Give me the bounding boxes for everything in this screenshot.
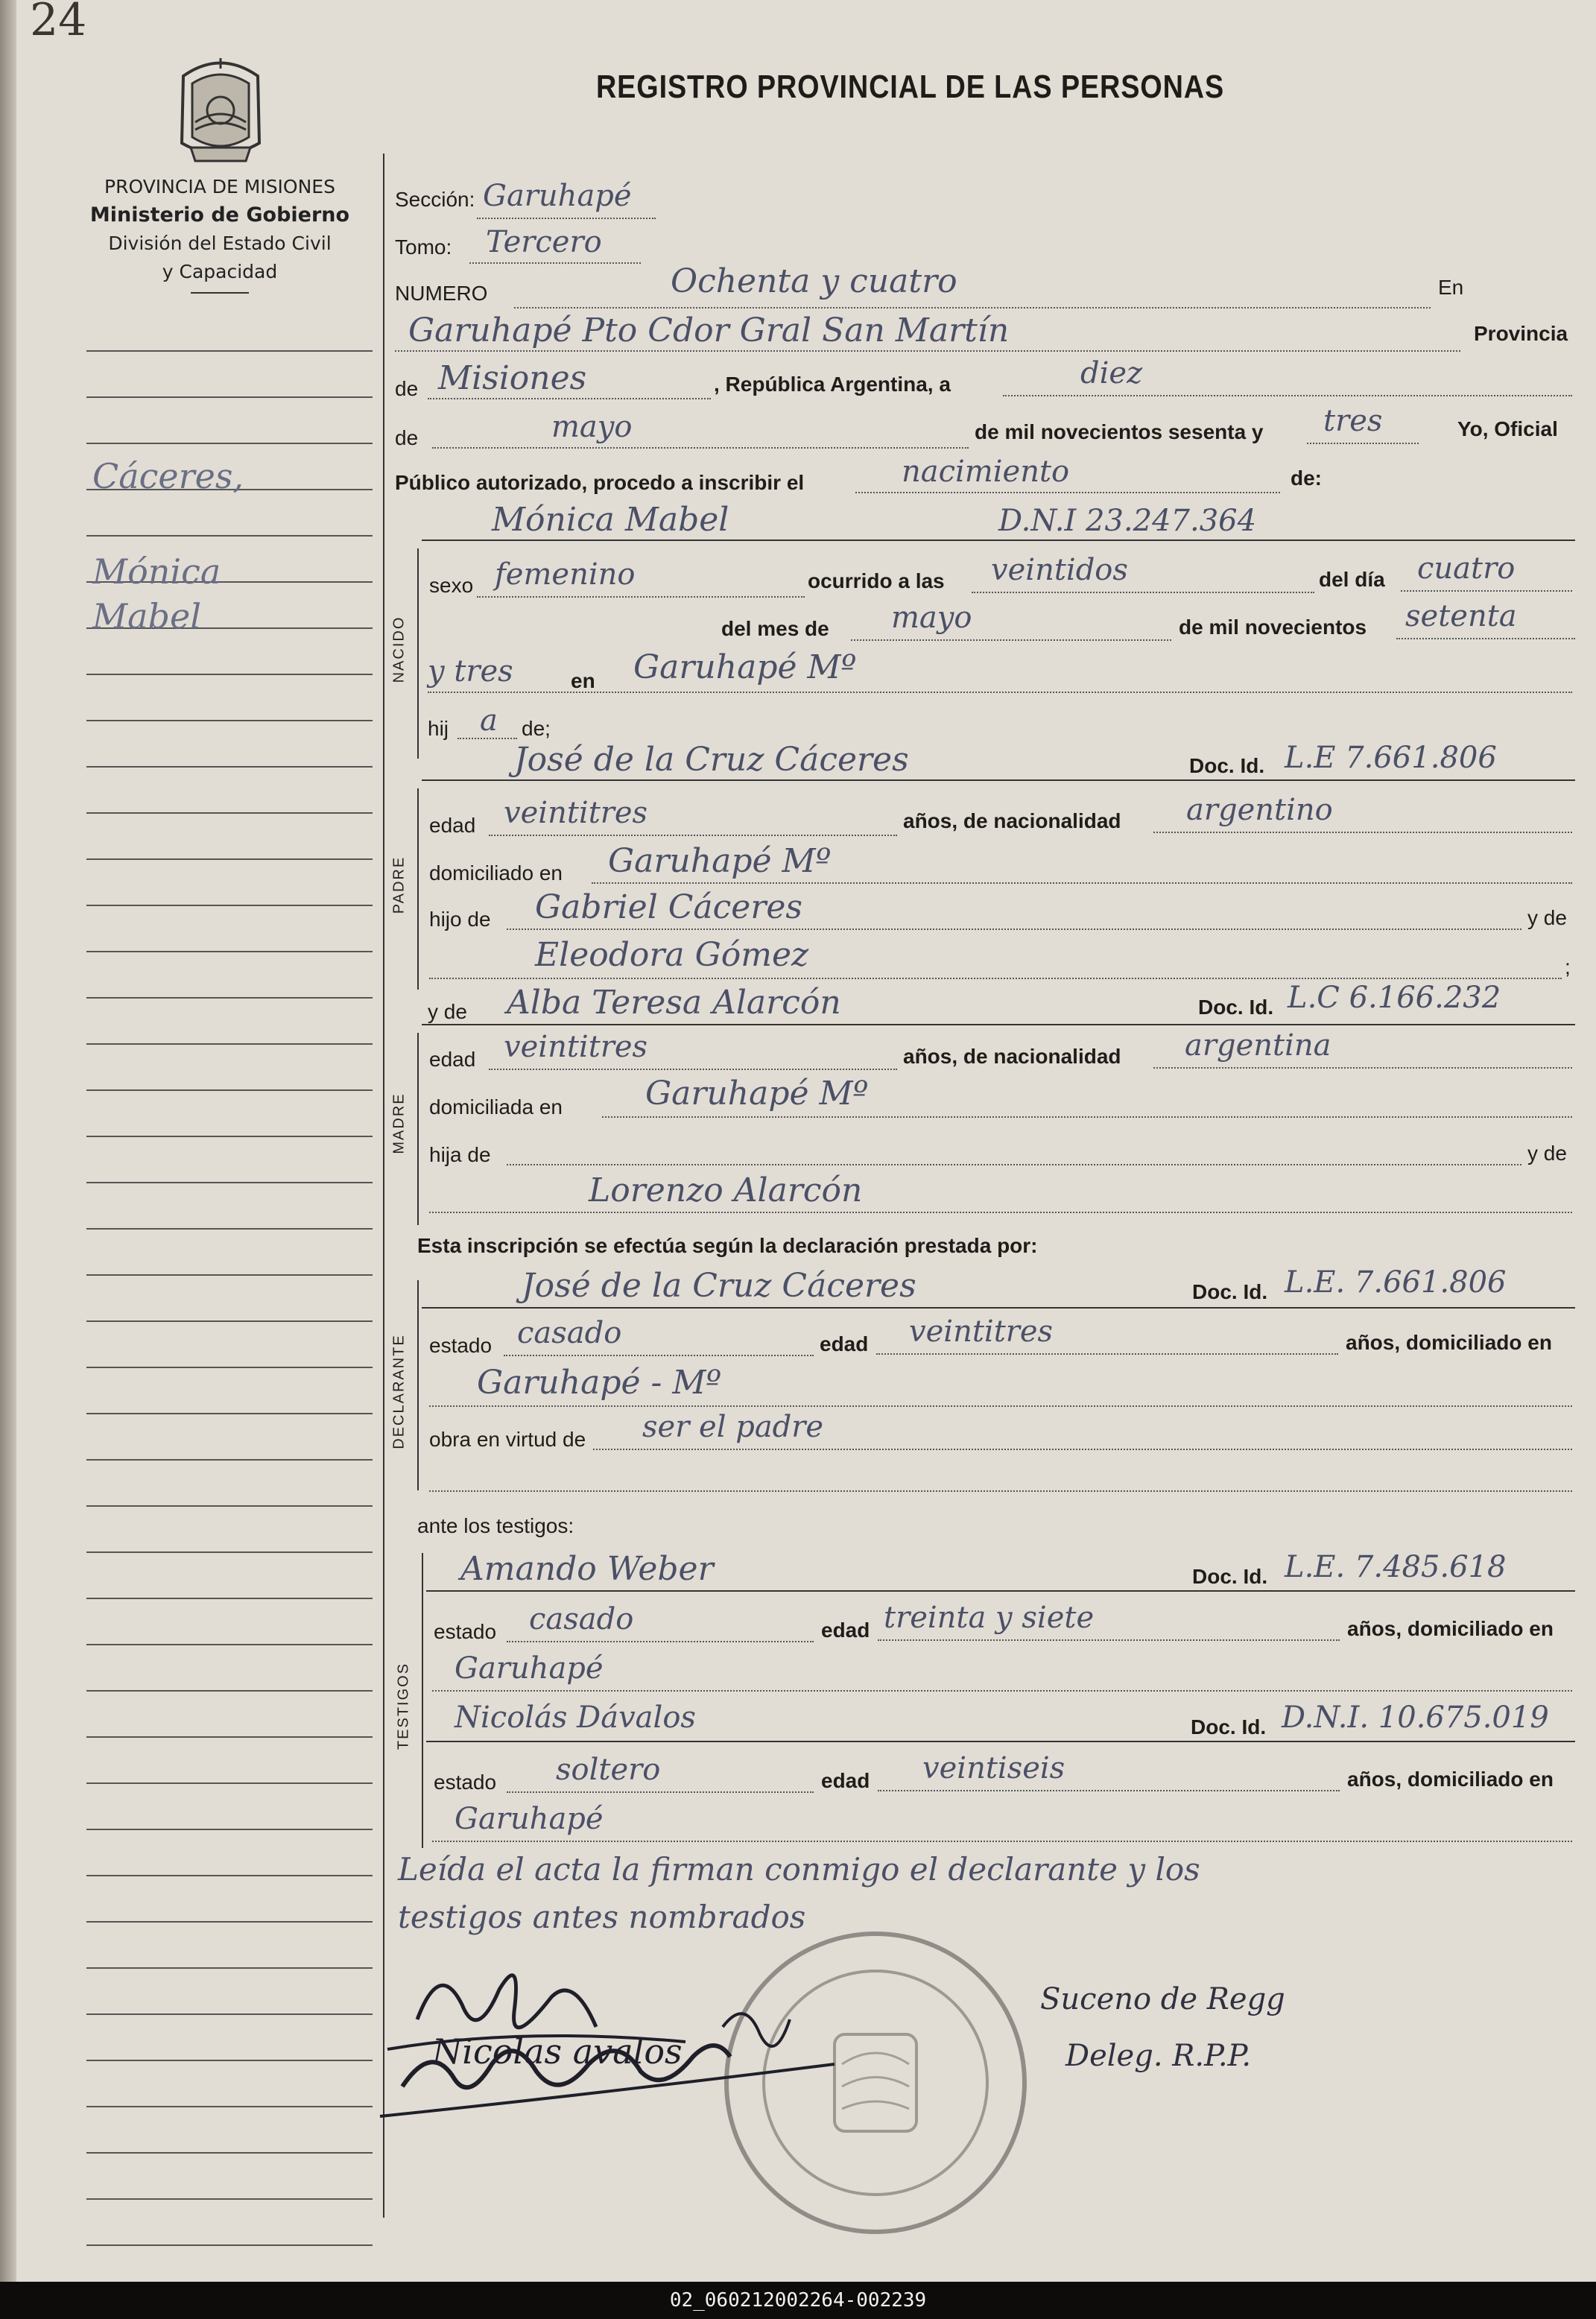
seccion-value: Garuhapé — [483, 179, 632, 213]
margin-rule — [86, 1089, 373, 1091]
org-rule — [191, 292, 249, 294]
act-line — [855, 492, 1280, 493]
madre-dom-label: domiciliada en — [429, 1095, 563, 1119]
de-month-label: de — [395, 426, 419, 449]
yo-oficial-label: Yo, Oficial — [1457, 417, 1558, 440]
madre-doc-label: Doc. Id. — [1198, 996, 1274, 1019]
testigo2-edad-label: edad — [821, 1769, 870, 1792]
madre-y-de-label: y de — [428, 1000, 467, 1023]
margin-rule — [86, 1829, 373, 1830]
testigo1-estado-label: estado — [434, 1620, 497, 1643]
birth-year-cont-value: y tres — [428, 654, 513, 689]
testigo1-doc-label: Doc. Id. — [1192, 1565, 1268, 1588]
declarante-edad-label: edad — [820, 1332, 869, 1355]
month-value: mayo — [551, 410, 633, 444]
declarante-anos-label: años, domiciliado en — [1346, 1331, 1552, 1354]
madre-nac-value: argentina — [1185, 1028, 1331, 1063]
padre-father-line — [507, 928, 1521, 930]
declarante-estado-value: casado — [517, 1316, 622, 1350]
padre-nac-line — [1153, 832, 1572, 833]
padre-name-rule — [422, 779, 1575, 781]
page-number: 24 — [30, 0, 87, 46]
org-province: PROVINCIA DE MISIONES — [104, 176, 335, 197]
provincia-label: Provincia — [1474, 322, 1568, 345]
mil-novecientos-label: de mil novecientos — [1179, 616, 1367, 639]
testigo2-doc-label: Doc. Id. — [1191, 1715, 1267, 1739]
madre-name-rule — [422, 1024, 1575, 1025]
madre-bracket — [417, 1033, 419, 1225]
province-value: Misiones — [438, 359, 587, 397]
birth-year-line — [1396, 638, 1575, 639]
madre-nac-label: años, de nacionalidad — [903, 1045, 1121, 1068]
margin-rule — [86, 2013, 373, 2015]
padre-y-de-label: y de — [1527, 906, 1567, 929]
madre-parent-line-2 — [429, 1212, 1572, 1213]
margin-rule — [86, 1505, 373, 1507]
hij-label: hij — [428, 717, 449, 740]
margin-rule — [86, 396, 373, 398]
org-division: División del Estado Civil — [108, 232, 332, 254]
declarante-name-value: José de la Cruz Cáceres — [522, 1267, 916, 1305]
margin-rule — [86, 1320, 373, 1322]
testigo1-doc-value: L.E. 7.485.618 — [1285, 1550, 1507, 1584]
form-left-border — [383, 154, 384, 2218]
en-label: En — [1438, 276, 1464, 299]
testigo2-edad-value: veintiseis — [922, 1751, 1065, 1785]
testigos-label: ante los testigos: — [417, 1514, 574, 1537]
testigo2-estado-label: estado — [434, 1771, 497, 1794]
hour-value: veintidos — [991, 553, 1128, 587]
nacido-name-rule — [422, 540, 1575, 541]
declaracion-label: Esta inscripción se efectúa según la declaración prestada por: — [417, 1234, 1038, 1257]
margin-rule — [86, 858, 373, 860]
margin-rule — [86, 766, 373, 768]
margin-rule — [86, 1043, 373, 1045]
margin-rule — [86, 2198, 373, 2200]
sexo-value: femenino — [495, 557, 636, 592]
padre-nac-label: años, de nacionalidad — [903, 809, 1121, 832]
declarante-doc-value: L.E. 7.661.806 — [1285, 1265, 1507, 1300]
declarante-estado-label: estado — [429, 1334, 493, 1357]
testigo1-name-value: Amando Weber — [460, 1550, 714, 1588]
birth-day-line — [1401, 590, 1572, 592]
delegate-signature-text: Deleg. R.P.P. — [1065, 2039, 1252, 2073]
madre-hija-label: hija de — [429, 1143, 491, 1166]
margin-rule — [86, 1875, 373, 1876]
declarante-edad-line — [876, 1353, 1338, 1355]
margin-rule — [86, 720, 373, 721]
testigo2-name-rule — [426, 1741, 1575, 1742]
testigo2-edad-line — [878, 1790, 1340, 1791]
nacido-bracket — [417, 548, 419, 759]
testigo1-edad-line — [878, 1639, 1340, 1641]
margin-rule — [86, 1228, 373, 1230]
margin-rule — [86, 1736, 373, 1738]
margin-rule — [86, 2060, 373, 2061]
madre-edad-label: edad — [429, 1048, 476, 1071]
madre-doc-value: L.C 6.166.232 — [1288, 981, 1501, 1015]
numero-line — [514, 307, 1431, 309]
seccion-label: Sección: — [395, 188, 475, 211]
padre-edad-line — [489, 835, 897, 836]
margin-rule — [86, 1413, 373, 1414]
province-line — [428, 398, 711, 399]
padre-dom-value: Garuhapé Mº — [608, 842, 832, 880]
day-line — [1003, 395, 1572, 396]
declarante-name-rule — [422, 1307, 1575, 1309]
nacido-dni-value: D.N.I 23.247.364 — [998, 504, 1257, 538]
place-line — [395, 350, 1460, 352]
nacido-name-value: Mónica Mabel — [492, 501, 729, 539]
margin-rule — [86, 951, 373, 952]
testigo2-doc-value: D.N.I. 10.675.019 — [1282, 1701, 1549, 1735]
margin-rule — [86, 1182, 373, 1183]
republica-label: , República Argentina, a — [714, 373, 951, 396]
closing-line-2: testigos antes nombrados — [398, 1899, 806, 1935]
testigo2-dom-value: Garuhapé — [455, 1802, 604, 1836]
margin-rule — [86, 1598, 373, 1599]
tomo-label: Tomo: — [395, 235, 452, 259]
day-value: diez — [1080, 356, 1143, 390]
sexo-label: sexo — [429, 574, 474, 597]
margin-note-given-name-1: Mónica — [92, 551, 221, 592]
ocurrido-label: ocurrido a las — [808, 569, 945, 592]
birth-day-value: cuatro — [1417, 551, 1516, 586]
publico-label: Público autorizado, procedo a inscribir el — [395, 471, 805, 494]
mil-label: de mil novecientos sesenta y — [975, 420, 1264, 443]
birth-place-line — [428, 692, 1572, 693]
act-value: nacimiento — [902, 455, 1070, 489]
org-capacity: y Capacidad — [162, 261, 278, 282]
margin-rule — [86, 1136, 373, 1137]
testigo1-dom-line — [432, 1690, 1572, 1692]
testigos-bracket — [422, 1553, 423, 1848]
org-ministry: Ministerio de Gobierno — [89, 203, 350, 227]
margin-note-surname: Cáceres, — [92, 456, 244, 496]
birth-month-line — [851, 639, 1171, 641]
obra-line — [593, 1449, 1572, 1450]
del-mes-label: del mes de — [721, 617, 829, 640]
margin-rule — [86, 2244, 373, 2246]
madre-edad-value: veintitres — [504, 1030, 648, 1064]
declarante-doc-label: Doc. Id. — [1192, 1280, 1268, 1303]
testigo1-estado-value: casado — [529, 1602, 634, 1636]
madre-y-de2-label: y de — [1527, 1142, 1567, 1165]
sexo-line — [477, 596, 805, 598]
tomo-value: Tercero — [486, 225, 602, 259]
padre-hijo-label: hijo de — [429, 908, 491, 931]
birth-year-value: setenta — [1405, 599, 1517, 633]
del-dia-label: del día — [1319, 568, 1385, 591]
padre-dom-label: domiciliado en — [429, 861, 563, 885]
official-signature-text: Suceno de Regg — [1040, 1982, 1285, 2016]
testigo2-dom-line — [432, 1841, 1572, 1842]
padre-bracket — [417, 788, 419, 990]
book-binding-edge — [0, 0, 16, 2282]
padre-doc-label: Doc. Id. — [1189, 754, 1265, 777]
numero-value: Ochenta y cuatro — [671, 262, 957, 300]
birth-en-label: en — [571, 669, 595, 692]
margin-rule — [86, 1551, 373, 1553]
testigo1-estado-line — [507, 1641, 814, 1642]
padre-nac-value: argentino — [1186, 793, 1333, 827]
margin-rule — [86, 905, 373, 906]
issuing-authority — [67, 173, 373, 294]
numero-label: NUMERO — [395, 282, 488, 305]
margin-rule — [86, 997, 373, 999]
de-colon-label: de: — [1291, 466, 1322, 490]
padre-father-value: Gabriel Cáceres — [535, 888, 802, 926]
year-value: tres — [1323, 404, 1383, 438]
madre-parent-value: Lorenzo Alarcón — [589, 1171, 863, 1209]
margin-rule — [86, 1644, 373, 1645]
testigo1-edad-label: edad — [821, 1619, 870, 1642]
declarante-dom-value: Garuhapé - Mº — [477, 1364, 722, 1402]
testigo1-name-rule — [426, 1590, 1575, 1592]
margin-rule — [86, 2106, 373, 2107]
declarante-dom-line — [429, 1405, 1572, 1407]
birth-month-value: mayo — [891, 601, 972, 635]
image-id-label: 02_060212002264-002239 — [669, 2289, 927, 2312]
padre-dom-line — [592, 882, 1572, 884]
padre-semicolon: ; — [1565, 955, 1571, 978]
padre-mother-line — [429, 978, 1562, 979]
provincial-seal-icon — [168, 54, 273, 167]
margin-rule — [86, 443, 373, 444]
margin-rule — [86, 1274, 373, 1276]
margin-rule — [86, 1367, 373, 1368]
obra-value: ser el padre — [642, 1410, 824, 1444]
padre-side-label: PADRE — [390, 855, 408, 914]
madre-side-label: MADRE — [390, 1092, 408, 1154]
closing-line-1: Leída el acta la firman conmigo el declarante y los — [398, 1851, 1200, 1888]
madre-parent-line-1 — [507, 1164, 1521, 1165]
margin-rule — [86, 350, 373, 352]
register-title: REGISTRO PROVINCIAL DE LAS PERSONAS — [596, 69, 1225, 105]
padre-edad-label: edad — [429, 814, 476, 837]
declarante-extra-line — [429, 1490, 1572, 1492]
testigo1-edad-value: treinta y siete — [884, 1601, 1095, 1635]
nacido-side-label: NACIDO — [390, 616, 408, 683]
hij-de-label: de; — [522, 717, 551, 740]
testigos-side-label: TESTIGOS — [395, 1662, 412, 1750]
declarante-edad-value: veintitres — [909, 1314, 1054, 1349]
seccion-line — [477, 218, 656, 219]
hij-value: a — [480, 703, 498, 738]
tomo-line — [469, 262, 641, 264]
testigo2-anos-label: años, domiciliado en — [1347, 1768, 1554, 1791]
margin-rule — [86, 1967, 373, 1969]
testigo2-estado-line — [507, 1791, 814, 1793]
testigo1-dom-value: Garuhapé — [455, 1651, 604, 1686]
declarante-bracket — [417, 1280, 419, 1490]
testigo2-estado-value: soltero — [556, 1753, 661, 1787]
margin-note-given-name-2: Mabel — [92, 596, 201, 636]
testigo1-anos-label: años, domiciliado en — [1347, 1617, 1554, 1640]
margin-rule — [86, 1921, 373, 1923]
obra-label: obra en virtud de — [429, 1428, 586, 1451]
year-line — [1307, 443, 1419, 444]
testigo2-name-value: Nicolás Dávalos — [455, 1701, 696, 1735]
hij-line — [457, 738, 517, 739]
margin-rule — [86, 1459, 373, 1461]
madre-name-value: Alba Teresa Alarcón — [507, 984, 841, 1022]
place-value: Garuhapé Pto Cdor Gral San Martín — [408, 311, 1010, 349]
margin-rule — [86, 674, 373, 675]
margin-rule — [86, 812, 373, 814]
declarante-side-label: DECLARANTE — [390, 1334, 408, 1449]
margin-rule — [86, 535, 373, 537]
margin-rule — [86, 1690, 373, 1692]
padre-mother-value: Eleodora Gómez — [535, 936, 809, 974]
madre-nac-line — [1153, 1067, 1572, 1069]
declarante-estado-line — [504, 1355, 814, 1356]
padre-doc-value: L.E 7.661.806 — [1285, 741, 1497, 775]
margin-rule — [86, 1782, 373, 1784]
padre-name-value: José de la Cruz Cáceres — [514, 741, 909, 779]
margin-rule — [86, 2152, 373, 2154]
birth-place-value: Garuhapé Mº — [633, 648, 857, 686]
witness-signature-text: Nicolas avalos — [432, 2031, 683, 2072]
madre-edad-line — [489, 1069, 897, 1070]
hour-line — [972, 592, 1314, 593]
month-line — [432, 447, 969, 449]
padre-edad-value: veintitres — [504, 796, 648, 830]
madre-dom-value: Garuhapé Mº — [645, 1075, 869, 1113]
de-label: de — [395, 377, 419, 400]
madre-dom-line — [602, 1116, 1572, 1118]
